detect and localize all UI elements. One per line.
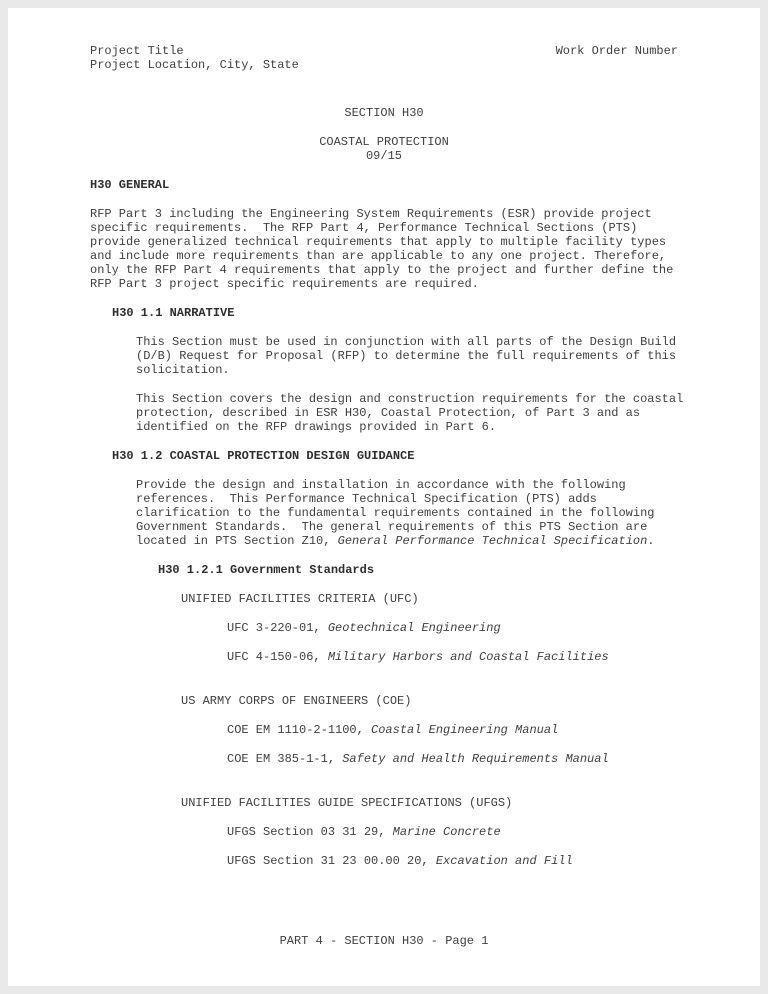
reference-label: COE EM 385-1-1, [227,752,343,766]
guidance-text: Provide the design and installation in accordance with the following references. This Performance Technical Specification (PTS) adds clarification to the fundamental requirements contained in the following Government Standards. The general requirements of this PTS Section are located in PTS Section Z10, [136,478,662,548]
reference-item [227,752,678,766]
header-left-block [90,44,299,72]
reference-item [227,650,678,664]
reference-label: UFGS Section 03 31 29, [227,825,393,839]
page-footer: PART 4 - SECTION H30 - Page 1 [279,934,489,948]
reference-item [227,854,678,868]
document-page [8,8,760,986]
guidance-text-end: . [647,534,655,548]
reference-title: Coastal Engineering Manual [371,723,559,737]
paragraph-general: RFP Part 3 including the Engineering System Requirements (ESR) provide project specific requirements. The RFP Part 4, Performance Technical Sections (PTS) provide generalized technical requirements that apply to multiple facility types and include more requirements than are applicable to any one project. Therefore, only the RFP Part 4 requirements that apply to the project and further define the RFP Part 3 project specific requirements are required. [90,207,681,291]
section-title: COASTAL PROTECTION [319,135,449,149]
reference-title: Military Harbors and Coastal Facilities [327,650,609,664]
heading-narrative: H30 1.1 NARRATIVE [112,306,235,320]
section-number: SECTION H30 [344,106,424,120]
reference-label: UFGS Section 31 23 00.00 20, [227,854,436,868]
reference-label: COE EM 1110-2-1100, [227,723,372,737]
reference-title: Geotechnical Engineering [327,621,501,635]
paragraph-narrative-2: This Section covers the design and construction requirements for the coastal protection, described in ESR H30, Coastal Protection, of Part 3 and as identified on the RFP drawings provided in Part 6. [136,392,691,434]
reference-title: Safety and Health Requirements Manual [342,752,609,766]
paragraph-narrative-1: This Section must be used in conjunction with all parts of the Design Build (D/B) Request for Proposal (RFP) to determine the full requirements of this solicitation. [136,335,684,377]
reference-label: UFC 4-150-06, [227,650,328,664]
reference-title: Excavation and Fill [435,854,573,868]
project-location: Project Location, City, State [90,58,299,72]
standards-org-ufc: UNIFIED FACILITIES CRITERIA (UFC) [181,592,419,606]
reference-item [227,825,678,839]
standards-org-coe: US ARMY CORPS OF ENGINEERS (COE) [181,694,412,708]
heading-design-guidance: H30 1.2 COASTAL PROTECTION DESIGN GUIDANCE [112,449,415,463]
work-order-number: Work Order Number [555,44,678,58]
section-date: 09/15 [365,149,402,163]
standards-org-ufgs: UNIFIED FACILITIES GUIDE SPECIFICATIONS (UFGS) [181,796,513,810]
reference-title: Marine Concrete [392,825,501,839]
reference-item [227,723,678,737]
reference-item [227,621,678,635]
heading-general: H30 GENERAL [90,178,170,192]
title-block [90,106,678,163]
page-header [90,44,678,72]
paragraph-design-guidance [136,478,687,548]
reference-label: UFC 3-220-01, [227,621,328,635]
guidance-reference-italic: General Performance Technical Specification [337,534,648,548]
project-title: Project Title [90,44,184,58]
heading-government-standards: H30 1.2.1 Government Standards [158,563,375,577]
